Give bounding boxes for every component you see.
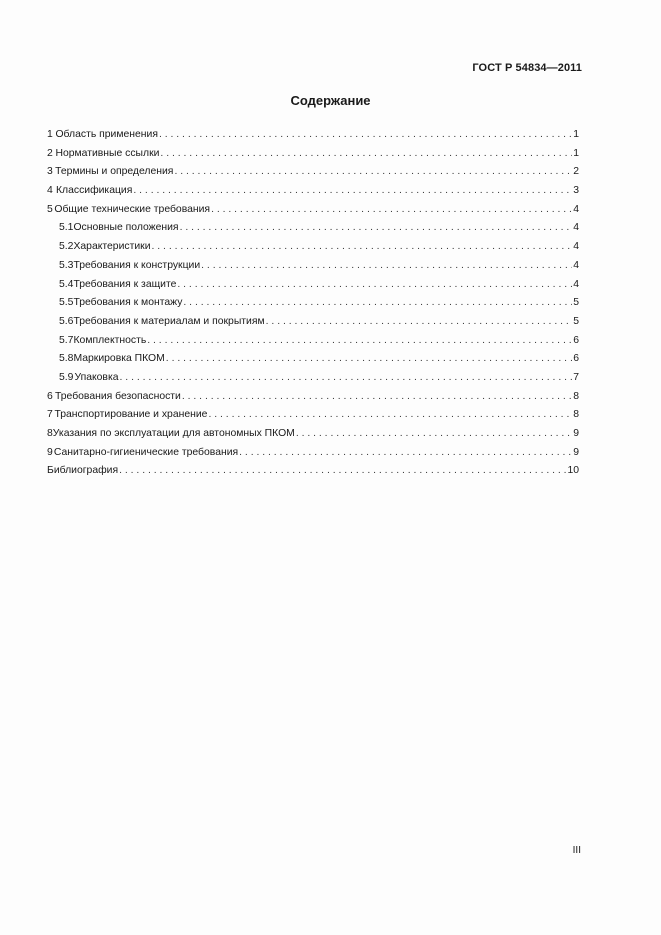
dot-leader	[180, 219, 573, 238]
dot-leader	[182, 388, 572, 407]
toc-entry-5-1[interactable]: 5.1 Основные положения . . . 4	[47, 219, 579, 238]
toc-entry-page: 4	[573, 203, 579, 215]
toc-entry-title: Нормативные ссылки	[55, 147, 160, 159]
toc-entry-page: 4	[573, 259, 579, 271]
toc-entry-4[interactable]: 4 Классификация . . . 3	[47, 182, 579, 201]
dot-leader	[147, 332, 572, 351]
toc-entry-6[interactable]: 6 Требования безопасности . . . 8	[47, 388, 579, 407]
toc-entry-page: 7	[573, 371, 579, 383]
toc-entry-5-5[interactable]: 5.5 Требования к монтажу . . . 5	[47, 294, 579, 313]
dot-leader	[166, 350, 572, 369]
dot-leader	[174, 163, 572, 182]
toc-entry-page: 9	[573, 446, 579, 458]
dot-leader	[266, 313, 573, 332]
toc-entry-page: 5	[573, 297, 579, 309]
toc-entry-page: 9	[573, 428, 579, 439]
toc-entry-1[interactable]: 1 Область применения . . . 1	[47, 126, 579, 145]
dot-leader	[201, 257, 572, 276]
dot-leader	[296, 425, 572, 444]
toc-entry-5[interactable]: 5 Общие технические требования . . . 4	[47, 201, 579, 220]
toc-entry-page: 1	[573, 147, 579, 159]
toc-entry-page: 6	[573, 353, 579, 365]
toc-entry-title: Область применения	[55, 129, 158, 140]
toc-entry-5-6[interactable]: 5.6 Требования к материалам и покрытиям . . . 5	[47, 313, 579, 332]
page-number: III	[572, 845, 581, 856]
toc-entry-page: 2	[573, 166, 579, 178]
toc-entry-title: Требования к монтажу	[73, 297, 183, 309]
toc-entry-title: Библиография	[47, 465, 119, 477]
document-code: ГОСТ Р 54834—2011	[472, 62, 582, 74]
toc-entry-3[interactable]: 3 Термины и определения . . . 2	[47, 163, 579, 182]
toc-entry-5-4[interactable]: 5.4 Требования к защите . . . 4	[47, 276, 579, 295]
dot-leader	[177, 276, 572, 295]
table-of-contents	[47, 126, 579, 481]
dot-leader	[160, 145, 572, 164]
dot-leader	[183, 294, 572, 313]
toc-entry-8[interactable]: 8 Указания по эксплуатации для автономных ПКОМ . . . 9	[47, 425, 579, 444]
toc-entry-title: Требования к конструкции	[73, 259, 201, 271]
dot-leader	[239, 444, 572, 463]
toc-entry-title: Классификация	[55, 185, 133, 197]
toc-entry-title: Маркировка ПКОМ	[73, 353, 165, 365]
dot-leader	[152, 238, 573, 257]
toc-entry-5-9[interactable]: 5.9 Упаковка . . . 7	[47, 369, 579, 388]
toc-entry-page: 4	[573, 241, 579, 253]
toc-entry-title: Термины и определения	[55, 166, 174, 178]
toc-entry-title: Указания по эксплуатации для автономных ПКОМ	[52, 428, 295, 439]
dot-leader	[208, 406, 572, 425]
toc-entry-bibliography[interactable]	[47, 462, 579, 481]
dot-leader	[119, 462, 566, 481]
toc-entry-5-8[interactable]: 5.8 Маркировка ПКОМ . . . 6	[47, 350, 579, 369]
toc-entry-5-7[interactable]: 5.7 Комплектность . . . 6	[47, 332, 579, 351]
toc-entry-title: Требования безопасности	[55, 390, 181, 402]
toc-entry-title: Общие технические требования	[54, 203, 211, 215]
toc-entry-title: Упаковка	[74, 371, 119, 383]
toc-entry-page: 4	[573, 222, 579, 234]
dot-leader	[159, 126, 572, 145]
dot-leader	[211, 201, 572, 220]
dot-leader	[133, 182, 572, 201]
toc-entry-2[interactable]: 2 Нормативные ссылки . . . 1	[47, 145, 579, 164]
toc-entry-page: 10	[567, 465, 579, 477]
toc-entry-title: Требования к материалам и покрытиям	[73, 315, 265, 327]
toc-entry-title: Комплектность	[73, 334, 147, 346]
toc-entry-title: Транспортирование и хранение	[54, 409, 208, 421]
toc-entry-title: Характеристики	[73, 241, 151, 253]
toc-entry-9[interactable]: 9 Санитарно-гигиенические требования . . . 9	[47, 444, 579, 463]
toc-entry-page: 4	[573, 278, 579, 290]
toc-entry-page: 6	[573, 334, 579, 346]
toc-entry-7[interactable]: 7 Транспортирование и хранение . . . 8	[47, 406, 579, 425]
toc-entry-page: 8	[573, 409, 579, 421]
toc-entry-page: 3	[573, 185, 579, 197]
toc-entry-title: Санитарно-гигиенические требования	[53, 446, 239, 458]
toc-title: Содержание	[290, 93, 371, 108]
toc-entry-page: 8	[573, 390, 579, 402]
toc-entry-5-3[interactable]: 5.3 Требования к конструкции . . . 4	[47, 257, 579, 276]
toc-entry-title: Основные положения	[73, 222, 179, 234]
toc-entry-page: 5	[573, 315, 579, 327]
toc-entry-page: 1	[573, 129, 579, 140]
dot-leader	[120, 369, 573, 388]
toc-entry-5-2[interactable]: 5.2 Характеристики . . . 4	[47, 238, 579, 257]
toc-entry-title: Требования к защите	[73, 278, 177, 290]
